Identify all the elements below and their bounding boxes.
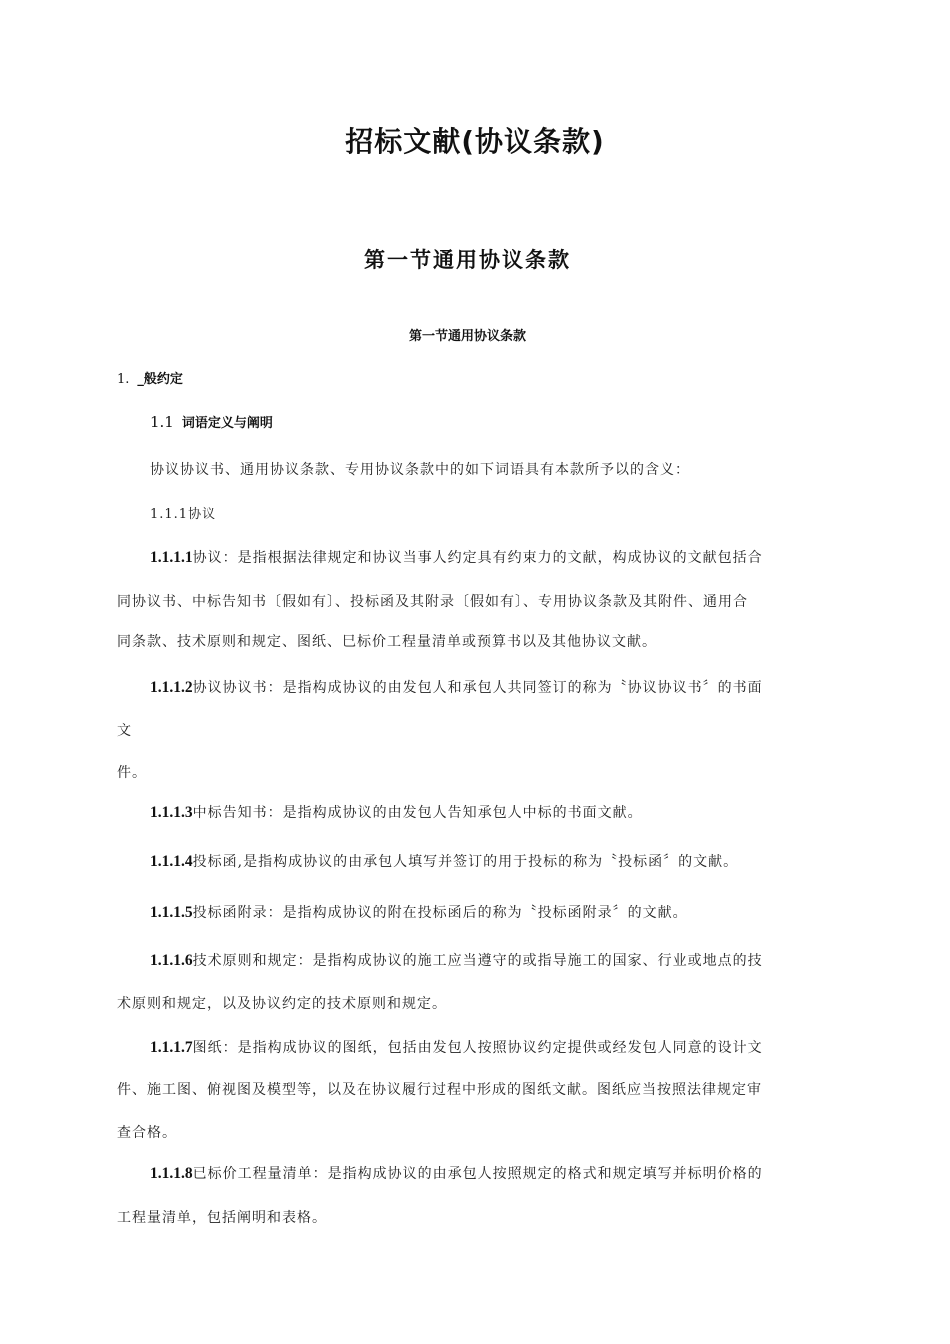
clause-text: 同协议书、中标告知书〔假如有〕、投标函及其附录〔假如有〕、专用协议条款及其附件、通用合: [117, 594, 748, 610]
clause-number: 1.1.1.2: [150, 679, 193, 696]
clause-text: 已标价工程量清单：是指构成协议的由承包人按照规定的格式和规定填写并标明价格的: [192, 1166, 763, 1182]
clause-line: [150, 547, 837, 567]
clause-text: 工程量清单，包括阐明和表格。: [117, 1210, 327, 1226]
heading-level-2-number: 1.1: [150, 413, 174, 431]
clause-line: [150, 677, 763, 697]
clause-text: 查合格。: [117, 1125, 177, 1141]
clause-number: 1.1.1.6: [150, 952, 193, 969]
clause-line: [117, 591, 748, 611]
clause-text: 术原则和规定，以及协议约定的技术原则和规定。: [117, 996, 447, 1012]
clause-line: [117, 631, 657, 651]
clause-line: [117, 1079, 762, 1099]
clause-line: [150, 1163, 763, 1183]
clause-line: [117, 1122, 177, 1142]
intro-paragraph: 协议协议书、通用协议条款、专用协议条款中的如下词语具有本款所予以的含义：: [150, 462, 690, 478]
clause-line: [117, 762, 147, 782]
heading-level-1-text: _般约定: [137, 372, 183, 387]
clause-text: 协议：是指根据法律规定和协议当事人约定具有约束力的文献，构成协议的文献包括合: [192, 550, 763, 566]
clause-number: 1.1.1.7: [150, 1039, 193, 1056]
heading-level-2: [150, 412, 273, 431]
clause-text: 技术原则和规定：是指构成协议的施工应当遵守的或指导施工的国家、行业或地点的技: [192, 953, 763, 969]
clause-line: [150, 902, 688, 922]
clause-text: 图纸：是指构成协议的图纸，包括由发包人按照协议约定提供或经发包人同意的设计文: [192, 1040, 763, 1056]
clause-text: 件。: [117, 765, 147, 781]
subsection-heading: 第一节通用协议条款: [408, 329, 526, 344]
clause-number: 1.1.1.8: [150, 1165, 193, 1182]
clause-line: [150, 851, 738, 871]
heading-level-1: [117, 368, 183, 387]
heading-level-3: 1.1.1协议: [150, 507, 217, 522]
clause-number: 1.1.1.3: [150, 804, 193, 821]
clause-number: 1.1.1.1: [150, 549, 193, 566]
heading-level-1-number: 1.: [117, 372, 130, 387]
clause-line: [150, 1037, 763, 1057]
clause-line: [150, 802, 643, 822]
clause-line: [117, 1207, 327, 1227]
clause-text: 投标函,是指构成协议的由承包人填写并签订的用于投标的称为〝投标函〞的文献。: [192, 854, 739, 870]
section-heading: 第一节通用协议条款: [364, 248, 571, 272]
clause-text: 件、施工图、俯视图及模型等，以及在协议履行过程中形成的图纸文献。图纸应当按照法律规定审: [117, 1082, 762, 1098]
clause-line: [117, 993, 447, 1013]
clause-line: [117, 720, 132, 740]
clause-text: 同条款、技术原则和规定、图纸、巳标价工程量清单或预算书以及其他协议文献。: [117, 634, 657, 650]
clause-text: 投标函附录：是指构成协议的附在投标函后的称为〝投标函附录〞的文献。: [192, 905, 688, 921]
heading-level-2-text: 词语定义与阐明: [181, 416, 273, 431]
clause-number: 1.1.1.4: [150, 853, 193, 870]
clause-text: 文: [117, 723, 132, 739]
clause-line: [150, 950, 763, 970]
document-title: 招标文献(协议条款): [345, 125, 605, 158]
clause-text: 中标告知书：是指构成协议的由发包人告知承包人中标的书面文献。: [192, 805, 643, 821]
clause-number: 1.1.1.5: [150, 904, 193, 921]
clause-text: 协议协议书：是指构成协议的由发包人和承包人共同签订的称为〝协议协议书〞的书面: [192, 680, 763, 696]
